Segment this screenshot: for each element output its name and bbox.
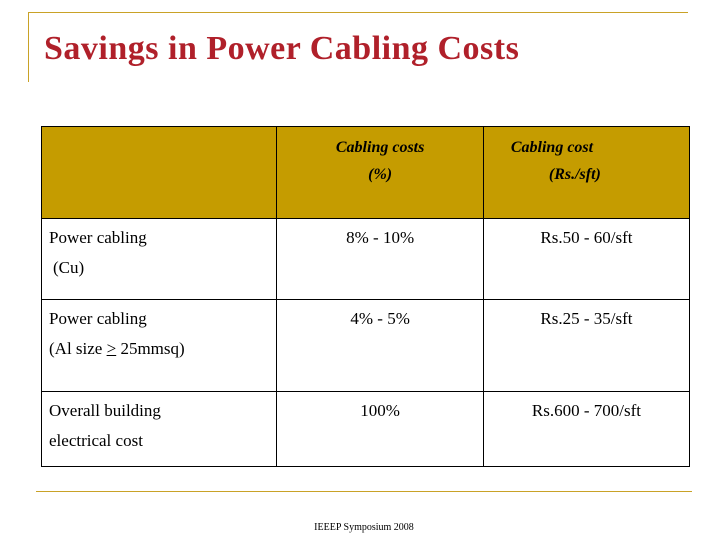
header-cell-cabling-costs-pct bbox=[277, 127, 483, 219]
row-cost-value: Rs.600 - 700/sft bbox=[531, 400, 641, 420]
slide-footer: IEEEP Symposium 2008 bbox=[314, 522, 414, 533]
greater-or-equal-symbol: > bbox=[106, 338, 117, 358]
bottom-decorative-rule bbox=[36, 491, 692, 492]
table-row bbox=[42, 299, 690, 391]
row-cost-cell bbox=[483, 219, 689, 299]
table-row bbox=[42, 219, 690, 299]
row-cost-cell bbox=[483, 391, 689, 466]
row-pct-value: 100% bbox=[360, 400, 400, 420]
header-rs-per-sft-unit: (Rs./sft) bbox=[548, 166, 601, 183]
row-label-cell bbox=[42, 299, 277, 391]
header-cabling-costs-label: Cabling costs bbox=[335, 139, 425, 156]
row-label-line1: Overall building bbox=[49, 400, 161, 420]
cabling-costs-table bbox=[41, 126, 690, 467]
top-decorative-rule bbox=[28, 12, 688, 13]
row-label-line2: electrical cost bbox=[49, 430, 143, 450]
row-label-line2-suffix: 25mmsq) bbox=[116, 338, 185, 358]
row-label-line2: (Cu) bbox=[53, 258, 85, 278]
header-cabling-cost-label: Cabling cost bbox=[510, 139, 594, 156]
row-pct-value: 8% - 10% bbox=[346, 228, 415, 248]
row-cost-cell bbox=[483, 299, 689, 391]
row-label-cell bbox=[42, 219, 277, 299]
row-label-cell bbox=[42, 391, 277, 466]
header-cell-cabling-cost-rs bbox=[483, 127, 689, 219]
table-header-row bbox=[42, 127, 690, 219]
slide-title: Savings in Power Cabling Costs bbox=[44, 30, 520, 67]
row-pct-cell bbox=[277, 391, 483, 466]
row-label-line2-prefix: (Al size bbox=[49, 338, 107, 358]
row-cost-value: Rs.25 - 35/sft bbox=[540, 308, 633, 328]
row-label-line1: Power cabling bbox=[49, 308, 147, 328]
left-decorative-rule bbox=[28, 12, 29, 82]
row-cost-value: Rs.50 - 60/sft bbox=[540, 228, 633, 248]
header-pct-unit: (%) bbox=[368, 166, 393, 183]
header-cell-blank bbox=[42, 127, 277, 219]
row-pct-cell bbox=[277, 299, 483, 391]
row-pct-cell bbox=[277, 219, 483, 299]
table-row bbox=[42, 391, 690, 466]
row-label-line1: Power cabling bbox=[49, 228, 147, 248]
row-pct-value: 4% - 5% bbox=[350, 308, 410, 328]
